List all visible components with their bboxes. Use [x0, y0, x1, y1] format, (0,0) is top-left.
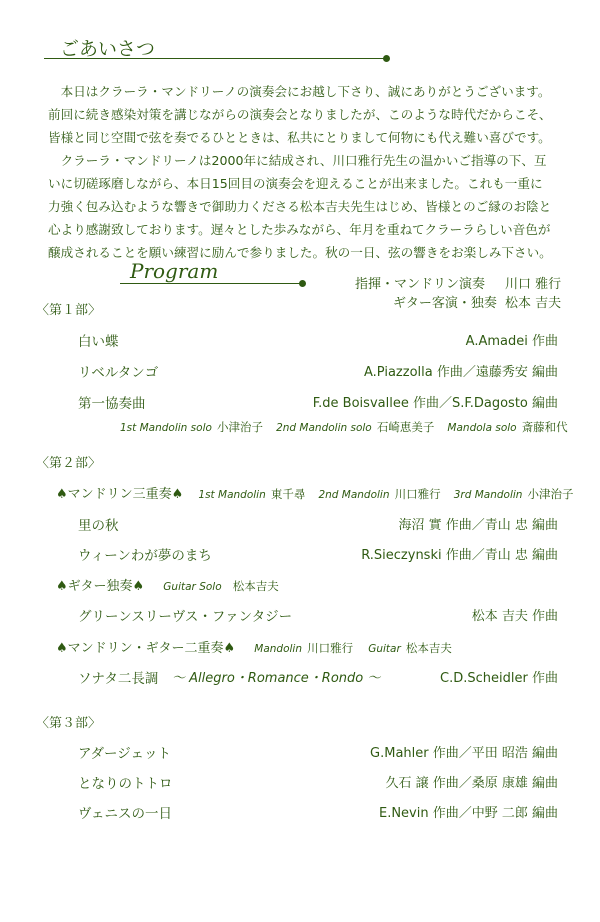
program-heading: Program — [130, 259, 219, 283]
piece-title: リベルタンゴ — [78, 365, 159, 381]
greeting-line: クラーラ・マンドリーノは2000年に結成され、川口雅行先生の温かいご指導の下、互 — [60, 153, 547, 168]
piece-credit: C.D.Scheidler 作曲 — [440, 671, 558, 686]
player-name: 松本吉夫 — [405, 641, 452, 655]
piece-credit: 海沼 實 作曲／青山 忠 編曲 — [398, 518, 558, 533]
soloist-name: 小津治子 — [217, 420, 263, 434]
greeting-line: 皆様と同じ空間で弦を奏でるひとときは、私共にとりまして何物にも代え難い喜びです。 — [48, 130, 551, 145]
piece-credit: 松本 吉夫 作曲 — [471, 609, 558, 624]
divider-dot — [383, 55, 390, 62]
greeting-line: 心より感謝致しております。遅々とした歩みながら、年月を重ねてクラーラらしい音色が — [48, 222, 551, 237]
heading-divider — [44, 58, 384, 59]
soloist-role: 1st Mandolin solo — [120, 422, 212, 434]
duo-line — [56, 637, 452, 656]
program-divider — [120, 283, 300, 284]
greeting-heading: ごあいさつ — [60, 38, 156, 60]
greeting-line: 醸成されることを願い練習に励んで参りました。秋の一日、弦の響きをお楽しみ下さい。 — [48, 245, 552, 260]
guitar-solo-label: ♠ギター独奏♠ — [56, 579, 145, 594]
player-role: Mandolin — [254, 643, 303, 655]
piece-credit: R.Sieczynski 作曲／青山 忠 編曲 — [361, 548, 558, 563]
piece-title: ソナタ二長調 — [78, 671, 159, 687]
performer-role: ギター客演・独奏 — [393, 296, 497, 311]
piece-credit: A.Piazzolla 作曲／遠藤秀安 編曲 — [364, 365, 558, 380]
player-role: 3rd Mandolin — [453, 489, 523, 501]
trio-label: ♠マンドリン三重奏♠ — [56, 487, 184, 502]
guitar-solo-line — [56, 575, 279, 594]
piece-credit: E.Nevin 作曲／中野 二郎 編曲 — [378, 806, 558, 821]
greeting-line: 前回に続き感染対策を講じながらの演奏会となりましたが、このような時代だからこそ、 — [48, 107, 552, 122]
soloist-name: 石崎恵美子 — [376, 420, 435, 434]
player-role: Guitar — [368, 643, 401, 655]
duo-label: ♠マンドリン・ギター二重奏♠ — [56, 641, 236, 656]
piece-title: ウィーンわが夢のまち — [78, 548, 212, 564]
soloist-role: 2nd Mandolin solo — [276, 422, 372, 434]
piece-credit: G.Mahler 作曲／平田 昭浩 編曲 — [370, 746, 558, 761]
piece-credit: F.de Boisvallee 作曲／S.F.Dagosto 編曲 — [312, 396, 558, 411]
player-role: 1st Mandolin — [198, 489, 266, 501]
greeting-text — [48, 80, 568, 264]
part1-label: 〈第１部〉 — [36, 303, 102, 318]
greeting-line: いに切磋琢磨しながら、本日15回目の演奏会を迎えることが出来ました。これも一重に — [48, 176, 543, 191]
player-name: 小津治子 — [527, 487, 574, 501]
piece-movements: ～ Allegro・Romance・Rondo ～ — [172, 671, 381, 686]
divider-dot — [299, 280, 306, 287]
player-name: 川口雅行 — [307, 641, 354, 655]
performer-role: 指揮・マンドリン演奏 — [355, 277, 486, 292]
piece-credit: A.Amadei 作曲 — [465, 334, 558, 349]
performer-name: 松本 吉夫 — [505, 296, 562, 311]
part2-label: 〈第２部〉 — [36, 456, 102, 471]
soloist-name: 斎藤和代 — [521, 420, 568, 434]
part3-label: 〈第３部〉 — [36, 716, 102, 731]
piece-title: 里の秋 — [78, 518, 119, 534]
greeting-line: 力強く包み込むような響きで御助力くださる松本吉夫先生はじめ、皆様とのご縁のお陰と — [48, 199, 552, 214]
soloist-line — [120, 416, 568, 435]
player-name: 松本吉夫 — [232, 579, 279, 593]
piece-title: 白い蝶 — [78, 334, 119, 350]
soloist-role: Mandola solo — [447, 422, 517, 434]
piece-title: グリーンスリーヴス・ファンタジー — [78, 609, 293, 625]
player-name: 川口雅行 — [394, 487, 441, 501]
piece-title: ヴェニスの一日 — [78, 806, 172, 822]
player-name: 東千尋 — [270, 487, 306, 501]
greeting-line: 本日はクラーラ・マンドリーノの演奏会にお越し下さり、誠にありがとうございます。 — [60, 84, 551, 99]
player-role: 2nd Mandolin — [318, 489, 390, 501]
trio-line — [56, 483, 574, 502]
performer-name: 川口 雅行 — [505, 277, 562, 292]
piece-title: アダージェット — [78, 746, 172, 762]
piece-title: となりのトトロ — [78, 776, 173, 792]
piece-credit: 久石 譲 作曲／桑原 康雄 編曲 — [385, 776, 558, 791]
player-role: Guitar Solo — [163, 581, 222, 593]
piece-title: 第一協奏曲 — [78, 396, 146, 412]
